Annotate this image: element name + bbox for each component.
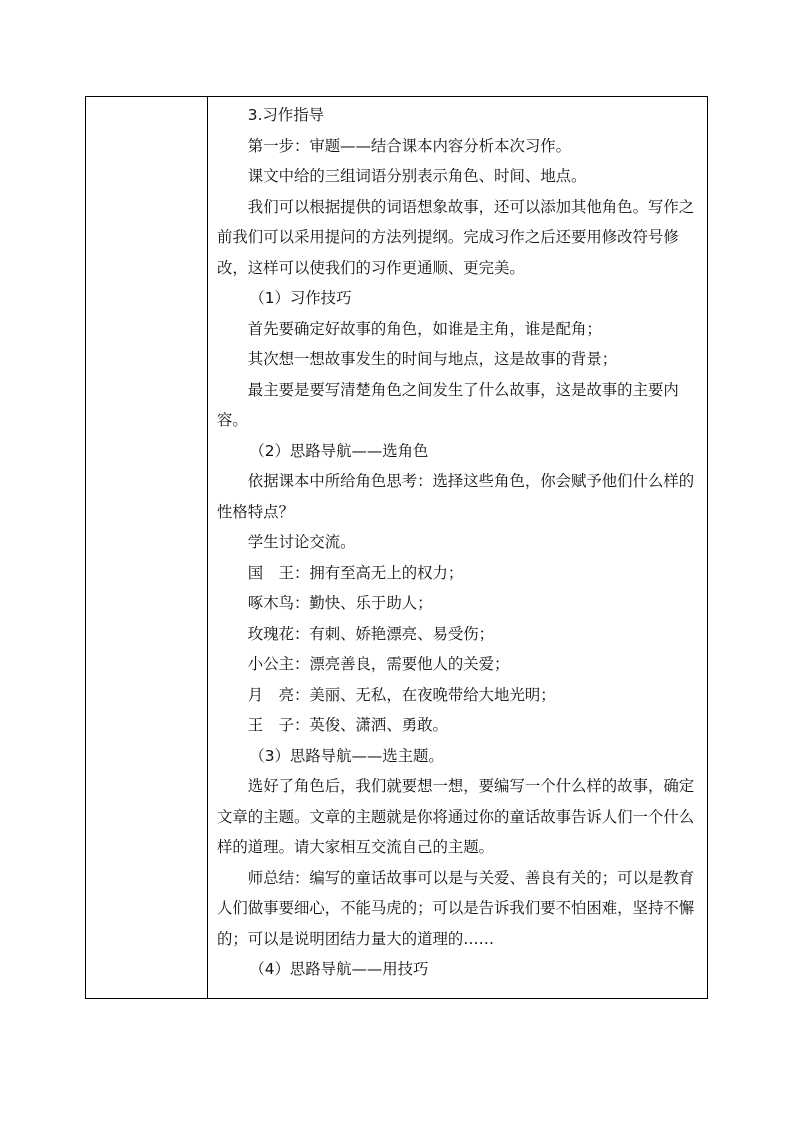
paragraph: 选好了角色后，我们就要想一想，要编写一个什么样的故事，确定文章的主题。文章的主题就是你将通过你的童话故事告诉人们一个什么样的道理。请大家相互交流自己的主题。 — [217, 777, 695, 856]
subsection-heading: （3）思路导航——选主题。 — [249, 746, 444, 765]
paragraph: 最主要是要写清楚角色之间发生了什么故事，这是故事的主要内容。 — [217, 380, 679, 429]
subsection-heading: （4）思路导航——用技巧 — [249, 960, 429, 978]
paragraph: 第一步：审题——结合课本内容分析本次习作。 — [247, 136, 572, 155]
section-heading: 3.习作指导 — [247, 106, 325, 124]
table-right-cell — [208, 97, 707, 998]
paragraph: 其次想一想故事发生的时间与地点，这是故事的背景； — [247, 350, 618, 368]
character-trait-line: 王 子：英俊、潇洒、勇敢。 — [247, 716, 448, 734]
lesson-table — [85, 96, 708, 999]
paragraph: 首先要确定好故事的角色，如谁是主角，谁是配角； — [247, 319, 602, 338]
subsection-heading: （2）思路导航——选角色 — [249, 441, 429, 460]
table-left-cell — [86, 97, 208, 998]
character-trait-line: 玫瑰花：有刺、娇艳漂亮、易受伤； — [247, 624, 495, 643]
paragraph: 学生讨论交流。 — [247, 533, 356, 551]
subsection-heading: （1）习作技巧 — [249, 289, 352, 307]
paragraph: 我们可以根据提供的词语想象故事，还可以添加其他角色。写作之前我们可以采用提问的方法列提纲。完成习作之后还要用修改符号修改，这样可以使我们的习作更通顺、更完美。 — [217, 197, 695, 277]
character-trait-line: 月 亮：美丽、无私，在夜晚带给大地光明； — [247, 685, 556, 704]
character-trait-line: 小公主：漂亮善良，需要他人的关爱； — [247, 655, 510, 673]
paragraph: 课文中给的三组词语分别表示角色、时间、地点。 — [247, 167, 587, 185]
character-trait-line: 国 王：拥有至高无上的权力； — [247, 563, 464, 582]
paragraph: 师总结：编写的童话故事可以是与关爱、善良有关的；可以是教育人们做事要细心，不能马虎的；可以是告诉我们要不怕困难，坚持不懈的；可以是说明团结力量大的道理的…… — [217, 868, 695, 948]
paragraph: 依据课本中所给角色思考：选择这些角色，你会赋予他们什么样的性格特点？ — [217, 472, 695, 521]
character-trait-line: 啄木鸟：勤快、乐于助人； — [247, 594, 433, 612]
